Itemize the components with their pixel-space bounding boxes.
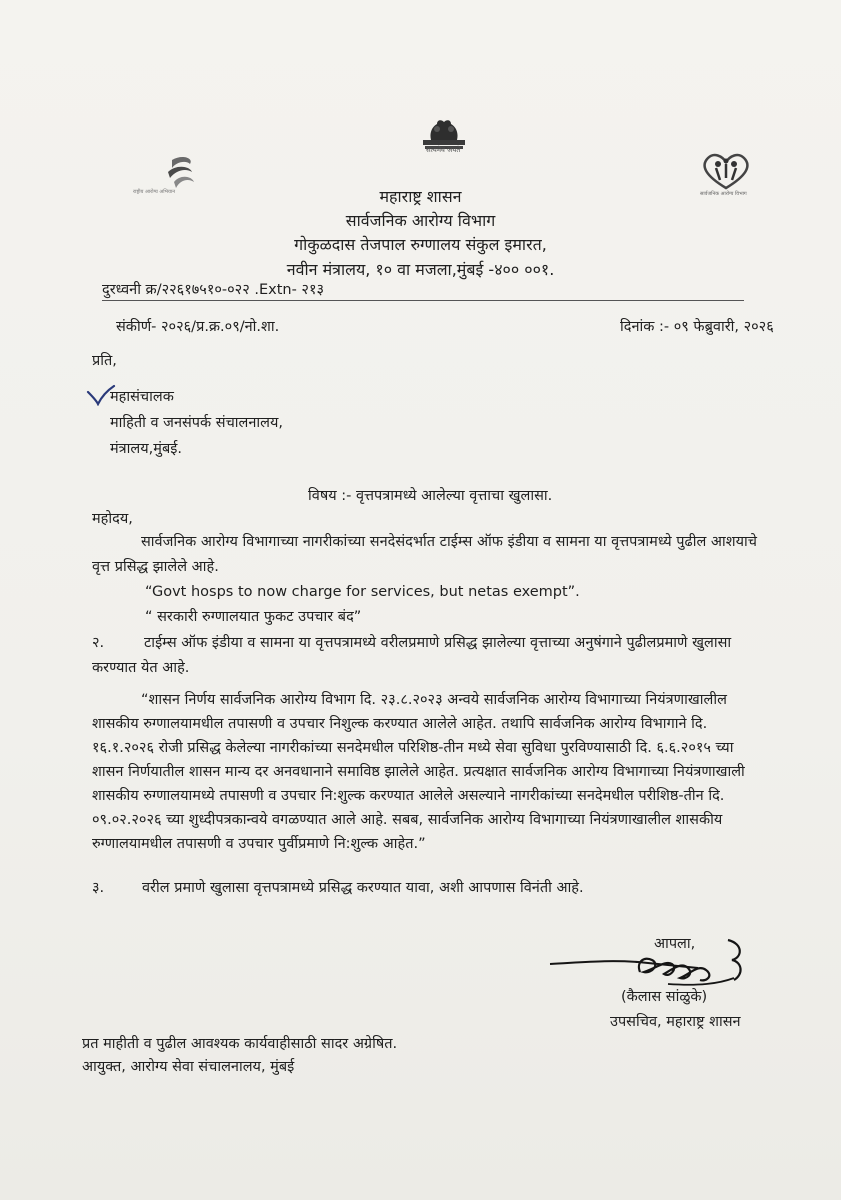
block-line-6: ०९.०२.२०२६ च्या शुध्दीपत्रकान्वये वगळण्यात आले आहे. सबब, सार्वजनिक आरोग्य विभागाच्या नियंत्रणाखालील शासकीय [92,812,723,828]
header-line-2: सार्वजनिक आरोग्य विभाग [345,211,496,230]
to-line-3: मंत्रालय,मुंबई. [110,441,182,457]
copy-line-2: आयुक्त, आरोग्य सेवा संचालनालय, मुंबई [82,1059,295,1075]
para1-line-2: वृत्त प्रसिद्ध झालेले आहे. [92,559,219,575]
copy-line-1: प्रत माहीती व पुढील आवश्यक कार्यवाहीसाठी सादर अग्रेषित. [82,1036,398,1052]
block-line-1: “शासन निर्णय सार्वजनिक आरोग्य विभाग दि. २३.८.२०२३ अन्वये सार्वजनिक आरोग्य विभागाच्या नियंत्रणाखालील [141,692,727,708]
para2-number: २. [92,635,105,651]
header-line-1: महाराष्ट्र शासन [379,187,462,206]
header-line-3: गोकुळदास तेजपाल रुग्णालय संकुल इमारत, [294,235,547,254]
para1-line-1: सार्वजनिक आरोग्य विभागाच्या नागरीकांच्या सनदेसंदर्भात टाईम्स ऑफ इंडीया व सामना या वृत्तपत्रामध्ये पुढील आशयाचे [141,534,757,550]
signatory-designation: उपसचिव, महाराष्ट्र शासन [610,1014,741,1030]
signoff-yours: आपला, [654,936,696,952]
to-line-1: महासंचालक [110,389,174,405]
quote-english: “Govt hosps to now charge for services, but netas exempt”. [145,584,580,600]
left-logo-text: राष्ट्रीय आरोग्य अभियान [133,189,175,195]
emblem-caption: सत्यमेव जयते [426,146,461,154]
right-logo-text: सार्वजनिक आरोग्य विभाग [700,191,747,197]
to-line-2: माहिती व जनसंपर्क संचालनालय, [110,415,284,431]
phone-number: दुरध्वनी क्र/२२६१७५१०-०२२ .Extn- २१३ [102,282,325,298]
block-line-7: रुग्णालयामधील तपासणी व उपचार पुर्वीप्रमाणे नि:शुल्क आहेत.” [92,836,426,852]
block-line-5: शासकीय रुग्णालयामध्ये तपासणी व उपचार नि:शुल्क करण्यात आलेले असल्याने नागरीकांच्या सनदेमधील परीशिष्ठ-तीन दि. [92,788,725,804]
salutation: महोदय, [92,511,133,527]
block-line-3: १६.१.२०२६ रोजी प्रसिद्ध केलेल्या नागरीकांच्या सनदेमधील परिशिष्ठ-तीन मध्ये सेवा सुविधा पुरविण्यासाठी दि. ६.६.२०१५ च्या [92,740,734,756]
header-line-4: नवीन मंत्रालय, १० वा मजला,मुंबई -४०० ००१. [286,260,555,279]
letter-date: दिनांक :- ०९ फेब्रुवारी, २०२६ [620,319,774,335]
header-divider [102,300,744,301]
subject-line: विषय :- वृत्तपत्रामध्ये आलेल्या वृत्ताचा खुलासा. [308,488,553,504]
quote-marathi: “ सरकारी रुग्णालयात फुकट उपचार बंद” [145,609,362,625]
block-line-4: शासन निर्णयातील शासन मान्य दर अनवधानाने समाविष्ठ झालेले आहेत. प्रत्यक्षात सार्वजनिक आरोग्य विभागाच्या नियंत्रणाखाली [92,764,745,780]
block-line-2: शासकीय रुग्णालयामधील तपासणी व उपचार निशुल्क करण्यात आलेले आहेत. तथापि सार्वजनिक आरोग्य विभागाने दि. [92,716,708,732]
reference-number: संकीर्ण- २०२६/प्र.क्र.०९/नो.शा. [116,319,280,335]
signatory-name: (कैलास सांळुके) [621,989,708,1005]
para3-number: ३. [92,880,105,896]
para2-line-2: करण्यात येत आहे. [92,660,190,676]
para2-line-1: टाईम्स ऑफ इंडीया व सामना या वृत्तपत्रामध्ये वरीलप्रमाणे प्रसिद्ध झालेल्या वृत्ताच्या अनुषंगाने पुढीलप्रमाणे खुलासा [144,635,732,651]
para3-text: वरील प्रमाणे खुलासा वृत्तपत्रामध्ये प्रसिद्ध करण्यात यावा, अशी आपणास विनंती आहे. [142,880,584,896]
to-prati: प्रति, [92,353,117,369]
